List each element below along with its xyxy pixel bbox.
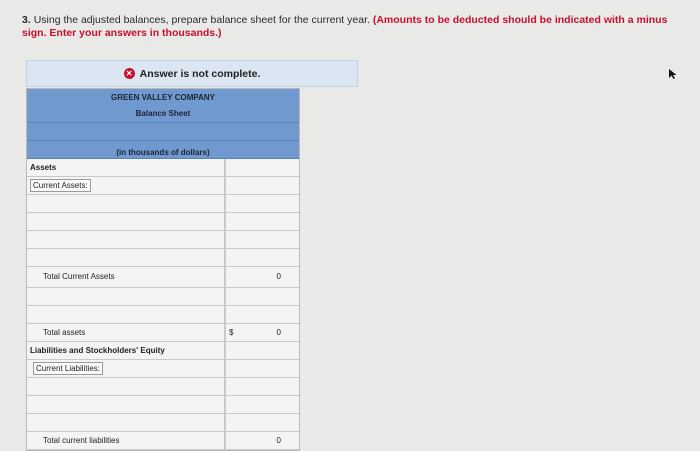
account-input[interactable]	[27, 396, 225, 413]
total-assets-cell	[225, 324, 299, 341]
total-current-assets-value: 0	[225, 267, 299, 287]
table-row	[27, 195, 299, 213]
account-input[interactable]	[27, 213, 225, 230]
table-row	[27, 159, 299, 177]
question-text	[22, 14, 692, 40]
account-input[interactable]	[27, 288, 225, 305]
liabilities-equity-label: Liabilities and Stockholders' Equity	[27, 342, 225, 359]
table-row	[27, 306, 299, 324]
account-input[interactable]	[27, 414, 225, 431]
total-current-assets-label: Total Current Assets	[27, 267, 225, 287]
error-x-icon: ✕	[124, 68, 135, 79]
amount-input[interactable]	[225, 306, 299, 323]
account-input[interactable]	[27, 378, 225, 395]
total-assets-value: 0	[276, 328, 281, 337]
table-row	[27, 432, 299, 450]
question-number: 3.	[22, 14, 31, 26]
account-input[interactable]	[27, 306, 225, 323]
table-row	[27, 213, 299, 231]
table-row	[27, 414, 299, 432]
empty-cell	[225, 177, 299, 194]
current-assets-label: Current Assets:	[30, 179, 91, 192]
table-row	[27, 267, 299, 288]
sheet-header	[27, 89, 299, 159]
total-current-liabilities-label: Total current liabilities	[27, 432, 225, 449]
answer-status-text: Answer is not complete.	[139, 67, 261, 80]
table-row	[27, 396, 299, 414]
sheet-title: Balance Sheet	[27, 106, 299, 123]
table-row	[27, 288, 299, 306]
header-blank-row	[27, 123, 299, 141]
table-row	[27, 360, 299, 378]
amount-input[interactable]	[225, 195, 299, 212]
answer-status-banner	[26, 60, 358, 87]
amount-input[interactable]	[225, 231, 299, 248]
amount-input[interactable]	[225, 213, 299, 230]
account-input[interactable]	[27, 249, 225, 266]
amount-input[interactable]	[225, 288, 299, 305]
table-row	[27, 231, 299, 249]
amount-input[interactable]	[225, 414, 299, 431]
current-liabilities-label: Current Liabilities:	[33, 362, 103, 375]
amount-input[interactable]	[225, 396, 299, 413]
table-row	[27, 177, 299, 195]
currency-symbol: $	[229, 328, 234, 337]
account-input[interactable]	[27, 231, 225, 248]
amount-input[interactable]	[225, 378, 299, 395]
empty-cell	[225, 342, 299, 359]
question-body: Using the adjusted balances, prepare balance sheet for the current year.	[33, 14, 370, 26]
total-current-liabilities-value: 0	[225, 432, 299, 449]
mouse-cursor-icon	[668, 68, 678, 80]
empty-cell	[225, 360, 299, 377]
table-row	[27, 378, 299, 396]
assets-label: Assets	[27, 159, 225, 176]
question-emphasis: (Amounts to be deducted should be indicated with a minus sign. Enter your answers in thousands.)	[22, 14, 668, 39]
amount-input[interactable]	[225, 249, 299, 266]
table-row	[27, 249, 299, 267]
total-assets-label: Total assets	[27, 324, 225, 341]
account-input[interactable]	[27, 195, 225, 212]
table-row	[27, 342, 299, 360]
table-row	[27, 324, 299, 342]
balance-sheet-table	[26, 88, 300, 451]
company-name: GREEN VALLEY COMPANY	[110, 93, 215, 102]
units-label: (in thousands of dollars)	[116, 148, 210, 157]
empty-cell	[225, 159, 299, 176]
